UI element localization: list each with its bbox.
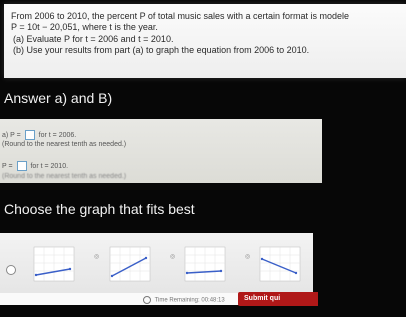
problem-line-3: (a) Evaluate P for t = 2006 and t = 2010. bbox=[13, 34, 174, 44]
round-note-2: (Round to the nearest tenth as needed.) bbox=[2, 173, 127, 180]
answer-input-2006[interactable] bbox=[25, 130, 35, 140]
graph-heading: Choose the graph that fits best bbox=[4, 201, 195, 217]
zoom-icon[interactable]: ◎ bbox=[94, 254, 100, 260]
p-suffix: for t = 2010. bbox=[30, 162, 69, 170]
problem-line-1: From 2006 to 2010, the percent P of total music sales with a certain format is modele bbox=[11, 11, 350, 21]
radio-icon[interactable] bbox=[6, 265, 16, 275]
problem-statement bbox=[4, 4, 406, 78]
p-prefix: P = bbox=[2, 162, 13, 170]
zoom-icon[interactable]: ◎ bbox=[170, 254, 176, 260]
answer-heading: Answer a) and B) bbox=[4, 90, 113, 106]
clock-icon bbox=[143, 296, 151, 304]
p-2010-row bbox=[2, 161, 68, 171]
graph-options-panel bbox=[0, 233, 313, 295]
graph-option-b[interactable] bbox=[98, 243, 154, 287]
problem-line-4: (b) Use your results from part (a) to graph the equation from 2006 to 2010. bbox=[13, 45, 310, 55]
graph-option-a[interactable] bbox=[22, 243, 78, 287]
time-value: 00:48:13 bbox=[201, 297, 225, 304]
answer-panel bbox=[0, 119, 322, 183]
zoom-icon[interactable]: ◎ bbox=[245, 254, 251, 260]
problem-line-2: P = 10t − 20,051, where t is the year. bbox=[11, 22, 158, 32]
submit-quiz-button[interactable]: Submit qui bbox=[238, 292, 318, 306]
graph-a-plot bbox=[22, 243, 78, 287]
part-a-row bbox=[2, 130, 76, 140]
part-a-prefix: a) P = bbox=[2, 131, 21, 139]
round-note: (Round to the nearest tenth as needed.) bbox=[2, 141, 127, 148]
time-remaining bbox=[143, 296, 225, 304]
part-a-suffix: for t = 2006. bbox=[38, 131, 77, 139]
graph-b-plot bbox=[98, 243, 154, 287]
graph-option-d[interactable] bbox=[248, 243, 304, 287]
graph-c-plot bbox=[173, 243, 229, 287]
time-label: Time Remaining: bbox=[154, 297, 200, 304]
answer-input-2010[interactable] bbox=[17, 161, 27, 171]
graph-option-c[interactable] bbox=[173, 243, 229, 287]
graph-d-plot bbox=[248, 243, 304, 287]
